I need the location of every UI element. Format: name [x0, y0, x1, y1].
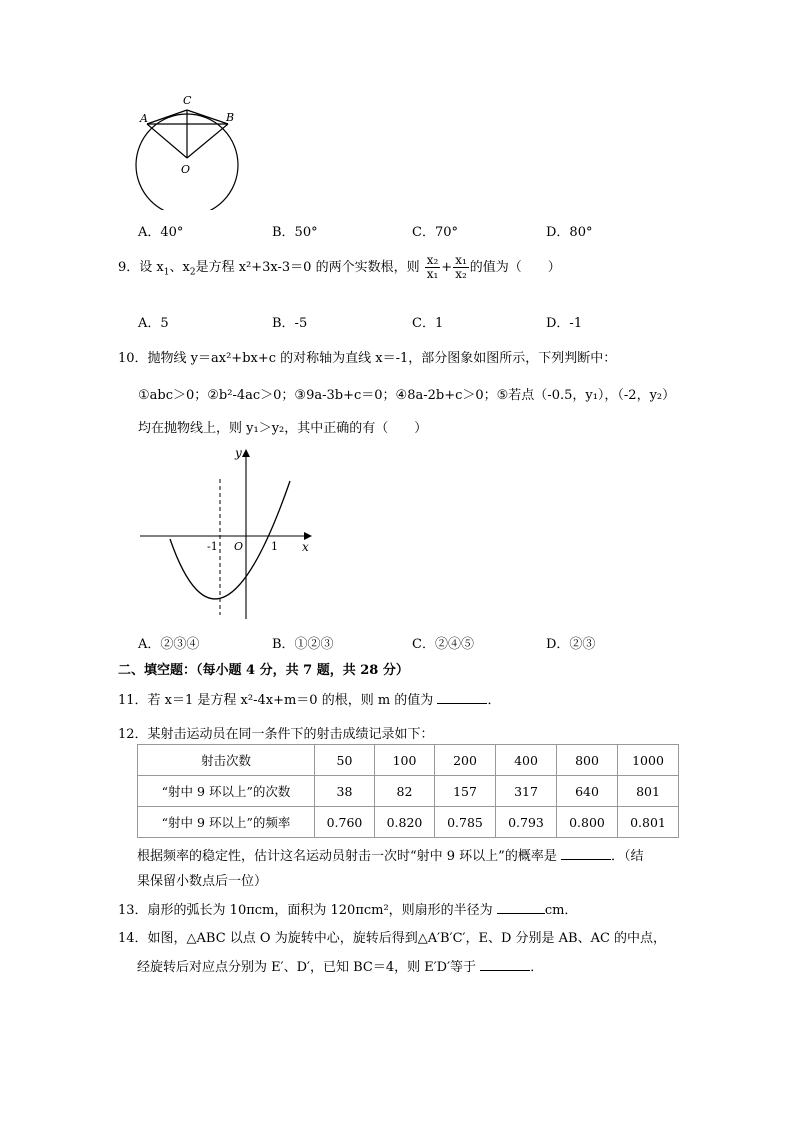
q14-line1: 14．如图，△ABC 以点 O 为旋转中心，旋转后得到△A′B′C′，E、D 分别是 AB、AC 的中点， — [118, 931, 667, 946]
q10-parabola-graph — [140, 443, 320, 623]
label-c: C — [183, 94, 192, 107]
q12-intro: 12．某射击运动员在同一条件下的射击成绩记录如下： — [118, 727, 434, 742]
q10-option-a[interactable]: A．②③④ — [138, 637, 200, 652]
fraction-x2-over-x1: $\frac{\text{x₂}}{\text{x₁}}$ — [426, 253, 439, 281]
label-b: B — [226, 111, 235, 124]
table-row: “射中 9 环以上”的频率 0.760 0.820 0.785 0.793 0.800 0.801 — [138, 807, 679, 838]
section-2-heading: 二、填空题：（每小题 4 分，共 7 题，共 28 分） — [118, 663, 409, 678]
q8-circle-figure — [130, 90, 250, 210]
tick-label-neg1: -1 — [207, 540, 218, 553]
q10-option-c[interactable]: C．②④⑤ — [412, 637, 474, 652]
q10-option-d[interactable]: D．②③ — [546, 637, 596, 652]
segment-bo — [187, 124, 228, 158]
q9-stem: 9．设 $x_1$、$x_2$是方程 x²+3x-3＝0 的两个实数根，则 $\frac{\text{x₂}}{\text{x₁}}$ + $\frac{\text{x₁}}{\text{x₂}}$ 的值为（ ） — [118, 253, 561, 281]
q9-option-d[interactable]: D．-1 — [546, 316, 583, 331]
y-axis-arrow — [242, 449, 250, 457]
x-axis-label: x — [302, 540, 309, 554]
q8-option-a[interactable]: A．40° — [138, 225, 184, 240]
table-row: 射击次数 50 100 200 400 800 1000 — [138, 745, 679, 776]
q10-line3: 均在抛物线上，则 y₁＞y₂，其中正确的有（ ） — [138, 421, 428, 436]
segment-cb — [187, 110, 228, 124]
segment-ao — [147, 124, 187, 158]
table-row: “射中 9 环以上”的次数 38 82 157 317 640 801 — [138, 776, 679, 807]
q12-answer-blank[interactable] — [561, 845, 611, 860]
q12-question-line1: 根据频率的稳定性，估计这名运动员射击一次时“射中 9 环以上”的概率是 ．（结 — [137, 845, 643, 864]
tick-label-1: 1 — [271, 540, 278, 553]
q10-line2: ①abc＞0；②b²-4ac＞0；③9a-3b+c＝0；④8a-2b+c＞0；⑤若点（-0.5，y₁），（-2，y₂） — [138, 388, 676, 403]
q13-answer-blank[interactable] — [497, 899, 545, 914]
label-a: A — [140, 112, 148, 125]
q11-stem: 11．若 x＝1 是方程 x²-4x+m＝0 的根，则 m 的值为 ． — [118, 689, 500, 708]
q11-answer-blank[interactable] — [437, 689, 487, 704]
origin-label: O — [234, 540, 244, 553]
q10-option-b[interactable]: B．①②③ — [272, 637, 334, 652]
fraction-x1-over-x2: $\frac{\text{x₁}}{\text{x₂}}$ — [455, 253, 467, 281]
q8-option-b[interactable]: B．50° — [272, 225, 318, 240]
x-axis-arrow — [304, 532, 312, 540]
q13-stem: 13．扇形的弧长为 10πcm，面积为 120πcm²，则扇形的半径为 cm． — [118, 899, 577, 918]
q8-option-d[interactable]: D．80° — [546, 225, 593, 240]
label-o: O — [181, 163, 191, 176]
shooting-record-table — [137, 744, 679, 838]
q8-option-c[interactable]: C．70° — [412, 225, 458, 240]
q12-question-line2: 果保留小数点后一位） — [137, 874, 268, 889]
q14-line2: 经旋转后对应点分别为 E′、D′，已知 BC＝4，则 E′D′等于 ． — [137, 956, 543, 975]
segment-ac — [147, 110, 187, 124]
y-axis-label: y — [235, 446, 242, 460]
q14-answer-blank[interactable] — [480, 956, 530, 971]
q9-option-a[interactable]: A．5 — [138, 316, 169, 331]
q9-option-b[interactable]: B．-5 — [272, 316, 308, 331]
q10-line1: 10．抛物线 y＝ax²+bx+c 的对称轴为直线 x＝-1，部分图象如图所示，下列判断中： — [118, 351, 617, 366]
q9-option-c[interactable]: C．1 — [412, 316, 444, 331]
